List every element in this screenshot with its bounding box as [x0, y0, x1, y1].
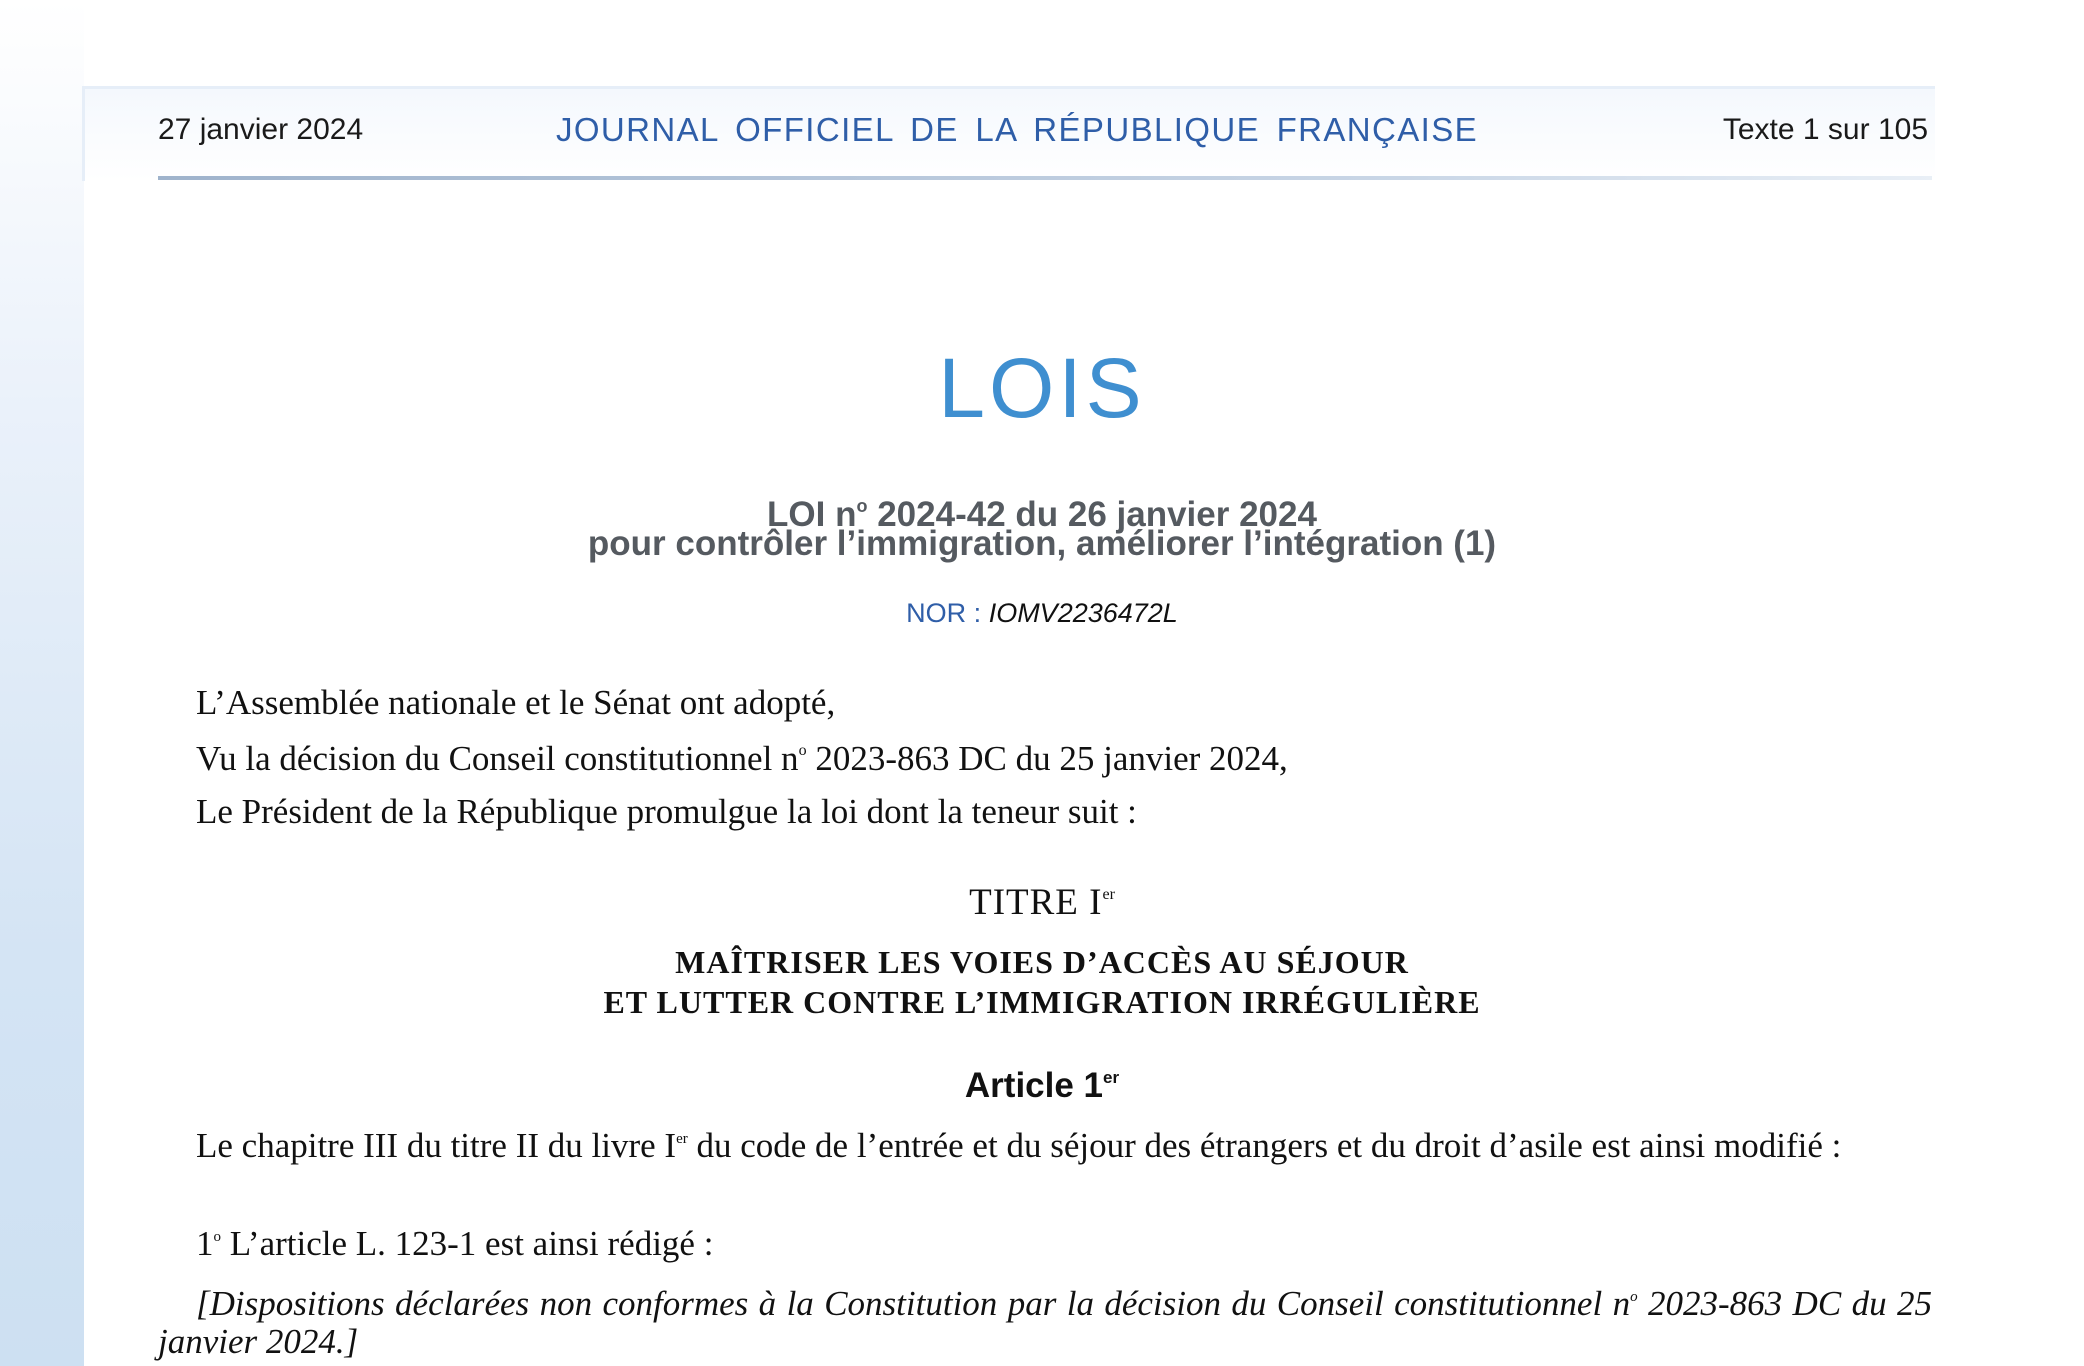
text-count: Texte 1 sur 105	[1722, 113, 1928, 146]
titre-heading-line1: MAÎTRISER LES VOIES D’ACCÈS AU SÉJOUR	[675, 944, 1409, 980]
preamble-adoption: L’Assemblée nationale et le Sénat ont adopté,	[196, 683, 836, 722]
nor-reference	[0, 595, 2084, 631]
preamble-promulgation: Le Président de la République promulgue la loi dont la teneur suit :	[196, 792, 1137, 831]
preamble-vu: Vu la décision du Conseil constitutionnel $n^o$ 2023-863 DC du 25 janvier 2024,	[196, 739, 1288, 778]
article-body-chapitre: Le chapitre III du titre II du livre Ier du code de l’entrée et du séjour des étrangers et du droit d’asile est ainsi modifié :	[196, 1126, 1842, 1165]
article-heading: Article 1er	[964, 1066, 1120, 1105]
publication-date: 27 janvier 2024	[158, 113, 364, 146]
nor-label: NOR :	[906, 598, 982, 628]
article-item-1: 1$^o$ L’article L. 123-1 est ainsi rédigé :	[196, 1224, 714, 1263]
law-subtitle: pour contrôler l’immigration, améliorer l’intégration (1)	[587, 524, 1497, 563]
nor-value: IOMV2236472L	[988, 598, 1178, 628]
titre-heading-line2: ET LUTTER CONTRE L’IMMIGRATION IRRÉGULIÈRE	[603, 984, 1481, 1020]
left-margin-gradient	[0, 0, 84, 1366]
law-title: LOI $n^o$ 2024-42 du 26 janvier 2024	[767, 495, 1317, 534]
section-title: LOIS	[938, 341, 1146, 435]
journal-title: JOURNAL OFFICIEL DE LA RÉPUBLIQUE FRANÇAISE	[555, 111, 1479, 148]
article-dispositions-note: [Dispositions déclarées non conformes à la Constitution par la décision du Conseil constitutionnel $n^o$ 2023-863 DC du 25 janvier 2024.]	[158, 1284, 1932, 1361]
header-rule	[158, 176, 1932, 180]
titre-label: TITRE Ier	[969, 882, 1115, 923]
